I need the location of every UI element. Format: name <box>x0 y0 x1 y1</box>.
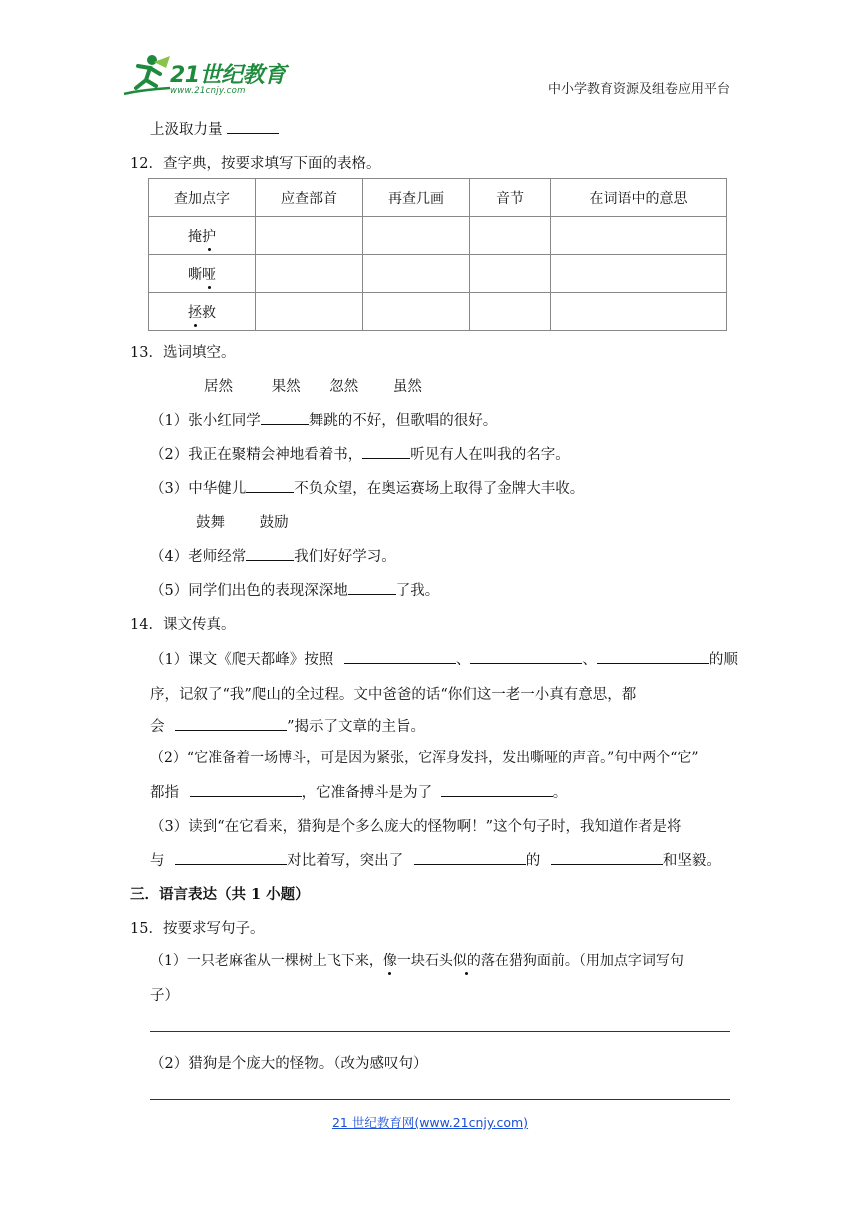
q12-title: 12．查字典，按要求填写下面的表格。 <box>130 156 381 172</box>
word-option: 忽然 <box>329 379 359 395</box>
column-header: 再查几画 <box>363 179 470 217</box>
q14-p1-line1: （1）课文《爬天都峰》按照 、 、 的顺 <box>150 648 738 669</box>
word-option: 虽然 <box>392 379 422 395</box>
dotted-char: 护 <box>202 228 216 245</box>
q11-tail-text: 上汲取力量 <box>150 122 223 138</box>
answer-cell[interactable] <box>363 217 470 255</box>
answer-cell[interactable] <box>470 217 551 255</box>
platform-name: 中小学教育资源及组卷应用平台 <box>547 82 730 97</box>
word-option: 鼓舞 <box>196 515 225 531</box>
footer-link[interactable]: 21 世纪教育网(www.21cnjy.com) <box>331 1115 529 1130</box>
column-header: 音节 <box>470 179 551 217</box>
answer-blank[interactable] <box>175 850 287 865</box>
page-footer <box>0 1113 860 1131</box>
q11-tail <box>150 118 279 139</box>
dictionary-table <box>148 178 727 331</box>
answer-cell[interactable] <box>363 293 470 331</box>
q14-p2-line2: 都指 ，它准备搏斗是为了 。 <box>150 781 567 802</box>
runner-logo-icon <box>120 52 174 100</box>
q13-sentence-5: （5）同学们出色的表现深深地 了我。 <box>150 579 439 600</box>
answer-blank[interactable] <box>344 649 456 664</box>
answer-cell[interactable] <box>551 293 727 331</box>
dotted-char: 似的 <box>452 953 481 969</box>
q15-s1-line1: （1）一只老麻雀从一棵树上飞下来，像一块石头似的落在猎狗面前。（用加点字词写句 <box>150 953 684 969</box>
answer-cell[interactable] <box>256 217 363 255</box>
answer-blank[interactable] <box>362 444 410 459</box>
q15-title: 15．按要求写句子。 <box>130 921 265 937</box>
q14-p1-line3: 会 ”揭示了文章的主旨。 <box>150 715 425 736</box>
q13-sentence-3: （3）中华健儿 不负众望，在奥运赛场上取得了金牌大丰收。 <box>150 477 584 498</box>
answer-cell[interactable] <box>551 255 727 293</box>
q14-p3-line1: （3）读到“在它看来，猎狗是个多么庞大的怪物啊！”这个句子时，我知道作者是将 <box>150 819 682 835</box>
logo-url: www.21cnjy.com <box>170 86 246 96</box>
q13-sentence-4: （4）老师经常 我们好好学习。 <box>150 545 396 566</box>
q14-p1-line2: 序，记叙了“我”爬山的全过程。文中爸爸的话“你们这一老一小真有意思，都 <box>150 687 637 703</box>
word-bank-2 <box>196 511 289 532</box>
column-header: 查加点字 <box>149 179 256 217</box>
word-option: 居然 <box>204 379 233 395</box>
q14-title: 14．课文传真。 <box>130 617 236 633</box>
answer-blank[interactable] <box>470 649 582 664</box>
answer-cell[interactable] <box>470 293 551 331</box>
word-cell: 嘶哑 <box>149 255 256 293</box>
answer-blank[interactable] <box>190 782 302 797</box>
word-option: 鼓励 <box>259 515 289 531</box>
dotted-char: 拯 <box>188 304 202 321</box>
table-header-row <box>149 179 727 217</box>
column-header: 在词语中的意思 <box>551 179 727 217</box>
answer-blank[interactable] <box>246 478 294 493</box>
answer-cell[interactable] <box>256 293 363 331</box>
q15-s1-line2: 子） <box>150 988 179 1004</box>
dotted-char: 像 <box>382 953 397 969</box>
q13-title: 13．选词填空。 <box>130 345 236 361</box>
answer-line[interactable] <box>150 1031 730 1032</box>
page-header <box>0 0 860 110</box>
answer-blank[interactable] <box>227 119 279 134</box>
table-row <box>149 255 727 293</box>
column-header: 应查部首 <box>256 179 363 217</box>
word-bank <box>204 375 422 396</box>
answer-blank[interactable] <box>441 782 553 797</box>
q15-s2: （2）猎狗是个庞大的怪物。（改为感叹句） <box>150 1056 428 1072</box>
answer-cell[interactable] <box>256 255 363 293</box>
logo-text: 21世纪教育 <box>170 63 286 88</box>
word-cell: 掩护 <box>149 217 256 255</box>
answer-blank[interactable] <box>175 716 287 731</box>
table-row <box>149 293 727 331</box>
answer-line[interactable] <box>150 1099 730 1100</box>
answer-cell[interactable] <box>551 217 727 255</box>
answer-cell[interactable] <box>363 255 470 293</box>
section-heading: 三．语言表达（共 1 小题） <box>130 886 310 903</box>
q13-sentence-1: （1）张小红同学 舞跳的不好，但歌唱的很好。 <box>150 409 497 430</box>
answer-blank[interactable] <box>414 850 526 865</box>
word-option: 果然 <box>271 379 301 395</box>
answer-blank[interactable] <box>246 546 294 561</box>
answer-blank[interactable] <box>261 410 309 425</box>
q13-sentence-2: （2）我正在聚精会神地看着书， 听见有人在叫我的名字。 <box>150 443 570 464</box>
table-row <box>149 217 727 255</box>
q14-p2-line1: （2）“它准备着一场博斗，可是因为紧张，它浑身发抖，发出嘶哑的声音。”句中两个“它” <box>150 750 699 766</box>
q14-p3-line2: 与 对比着写，突出了 的 和坚毅。 <box>150 849 721 870</box>
answer-cell[interactable] <box>470 255 551 293</box>
answer-blank[interactable] <box>597 649 709 664</box>
word-cell: 拯救 <box>149 293 256 331</box>
site-logo <box>120 52 290 102</box>
answer-blank[interactable] <box>348 580 396 595</box>
dotted-char: 哑 <box>202 266 216 283</box>
answer-blank[interactable] <box>551 850 663 865</box>
